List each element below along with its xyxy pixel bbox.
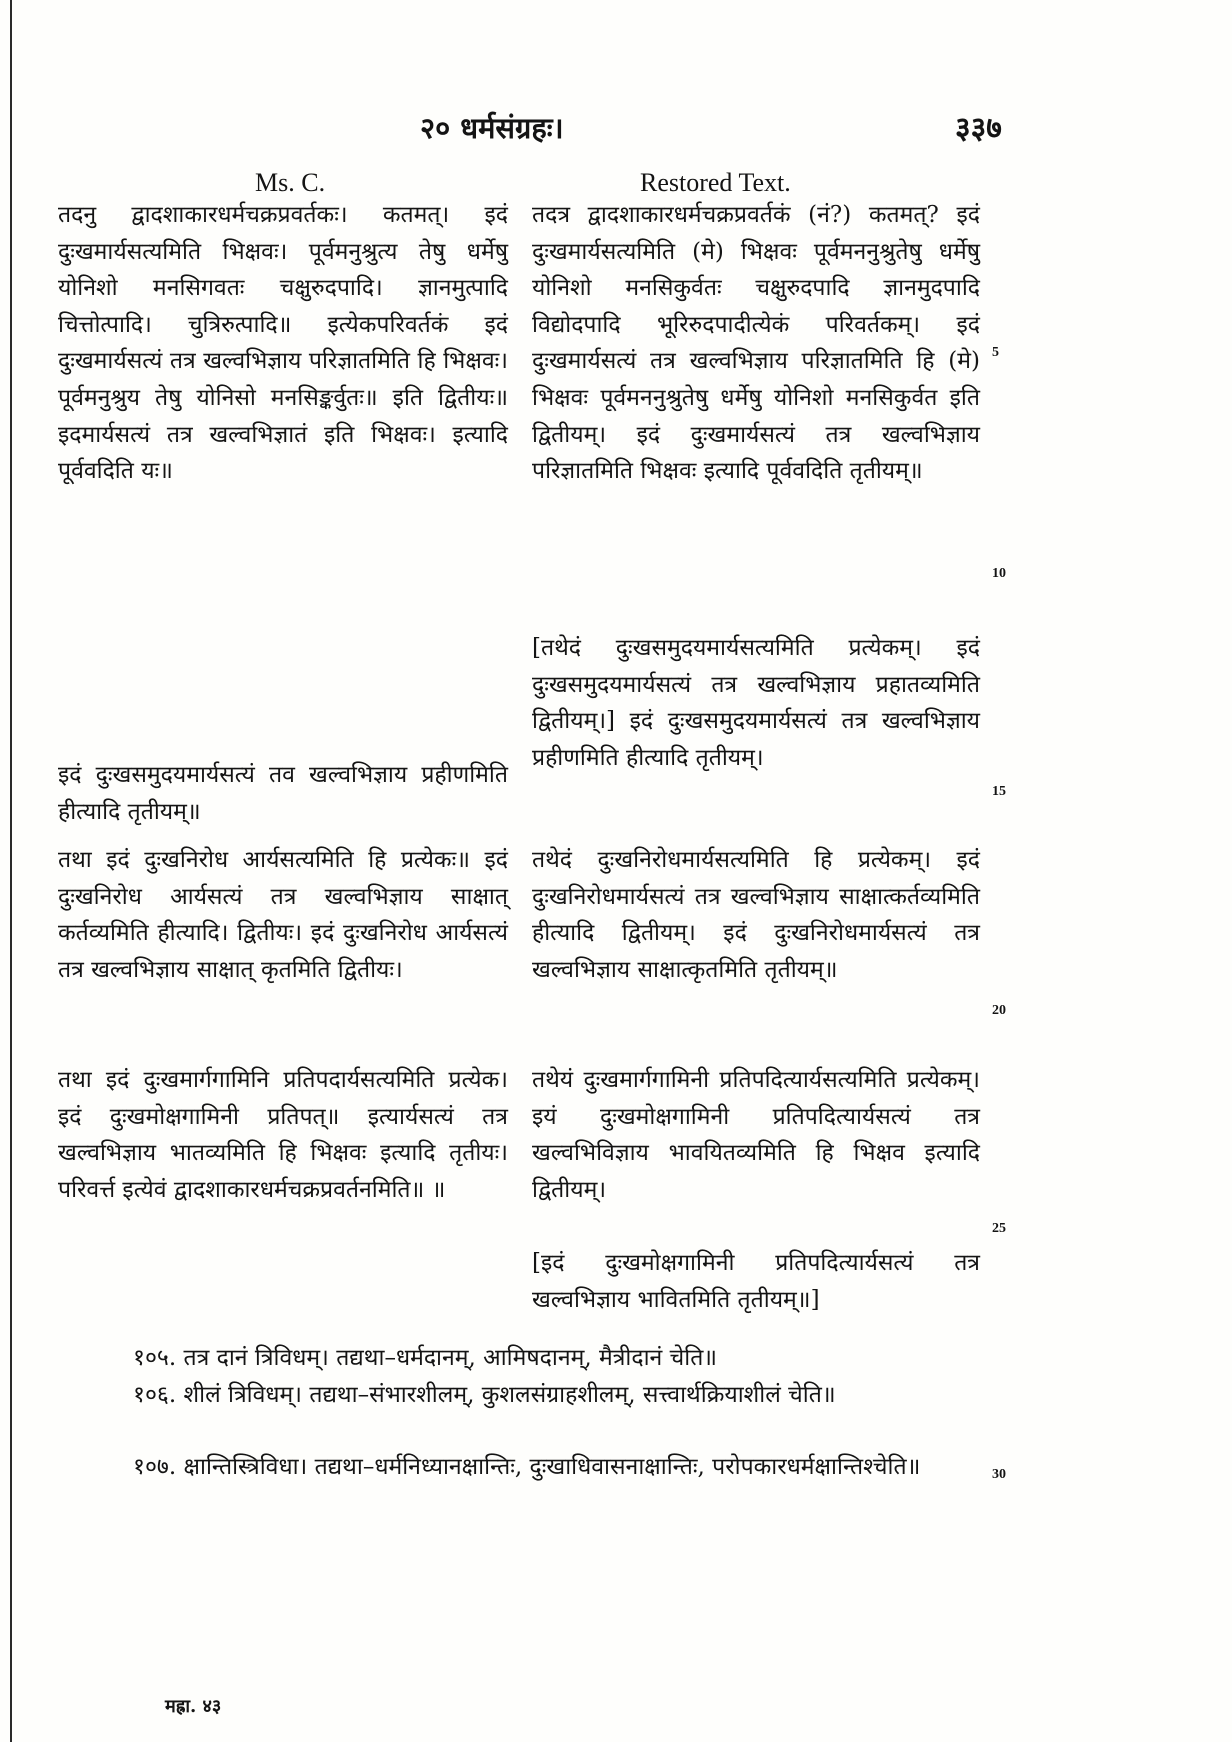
line-number: 10	[992, 566, 1006, 581]
ms-c-paragraph-2: इदं दुःखसमुदयमार्यसत्यं तव खल्वभिज्ञाय प्रहीणमिति हीत्यादि तृतीयम्॥	[58, 762, 508, 825]
restored-paragraph-2: [तथेदं दुःखसमुदयमार्यसत्यमिति प्रत्येकम्। इदं दुःखसमुदयमार्यसत्यं तत्र खल्वभिज्ञाय प्रहातव्यमिति द्वितीयम्।] इदं दुःखसमुदयमार्यसत्यं तत्र खल्वभिज्ञाय प्रहीणमिति हीत्यादि तृतीयम्।	[532, 635, 980, 771]
section-107: १०७. क्षान्तिस्त्रिविधा। तद्यथा–धर्मनिध्यानक्षान्तिः, दुःखाधिवासनाक्षान्तिः, परोपकारधर्मक्षान्तिश्चेति॥	[133, 1454, 921, 1480]
margin-rule	[10, 0, 12, 1742]
page-number: ३३७	[955, 111, 1002, 146]
line-number: 25	[992, 1221, 1006, 1236]
column-heading-restored: Restored Text.	[640, 168, 791, 197]
restored-paragraph-5: [इदं दुःखमोक्षगामिनी प्रतिपदित्यार्यसत्यं तत्र खल्वभिज्ञाय भावितमिति तृतीयम्॥]	[532, 1250, 980, 1313]
signature-mark: मह्रा. ४३	[165, 1696, 222, 1717]
line-number: 20	[992, 1003, 1006, 1018]
line-number: 30	[992, 1467, 1006, 1482]
ms-c-paragraph-3: तथा इदं दुःखनिरोध आर्यसत्यमिति हि प्रत्येकः॥ इदं दुःखनिरोध आर्यसत्यं तत्र खल्वभिज्ञाय साक्षात् कर्तव्यमिति हीत्यादि। द्वितीयः। इदं दुःखनिरोध आर्यसत्यं तत्र खल्वभिज्ञाय साक्षात् कृतमिति द्वितीयः।	[58, 847, 508, 983]
line-number: 15	[992, 784, 1006, 799]
line-number: 5	[992, 345, 999, 360]
column-heading-ms-c: Ms. C.	[255, 168, 326, 197]
restored-paragraph-3: तथेदं दुःखनिरोधमार्यसत्यमिति हि प्रत्येकम्। इदं दुःखनिरोधमार्यसत्यं तत्र खल्वभिज्ञाय साक्षात्कर्तव्यमिति हीत्यादि द्वितीयम्। इदं दुःखनिरोधमार्यसत्यं तत्र खल्वभिज्ञाय साक्षात्कृतमिति तृतीयम्॥	[532, 847, 980, 983]
section-106: १०६. शीलं त्रिविधम्। तद्यथा–संभारशीलम्, कुशलसंग्राहशीलम्, सत्त्वार्थक्रियाशीलं चेति॥	[133, 1382, 836, 1408]
page-header-title: २० धर्मसंग्रहः।	[420, 111, 564, 145]
section-105: १०५. तत्र दानं त्रिविधम्। तद्यथा–धर्मदानम्, आमिषदानम्, मैत्रीदानं चेति॥	[133, 1345, 718, 1371]
ms-c-paragraph-1: तदनु द्वादशाकारधर्मचक्रप्रवर्तकः। कतमत्। इदं दुःखमार्यसत्यमिति भिक्षवः। पूर्वमनुश्रुत्य तेषु धर्मेषु योनिशो मनसिगवतः चक्षुरुदपादि। ज्ञानमुत्पादि चित्तोत्पादि। चुत्रिरुत्पादि॥ इत्येकपरिवर्तकं इदं दुःखमार्यसत्यं तत्र खल्वभिज्ञाय परिज्ञातमिति हि भिक्षवः। पूर्वमनुश्रुय तेषु योनिसो मनसिङ्कर्वुतः॥ इति द्वितीयः॥ इदमार्यसत्यं तत्र खल्वभिज्ञातं इति भिक्षवः। इत्यादि पूर्ववदिति यः॥	[58, 202, 508, 485]
restored-paragraph-4: तथेयं दुःखमार्गगामिनी प्रतिपदित्यार्यसत्यमिति प्रत्येकम्। इयं दुःखमोक्षगामिनी प्रतिपदित्यार्यसत्यं तत्र खल्वभिविज्ञाय भावयितव्यमिति हि भिक्षव इत्यादि द्वितीयम्।	[532, 1067, 980, 1203]
restored-paragraph-1: तदत्र द्वादशाकारधर्मचक्रप्रवर्तकं (नं?) कतमत्? इदं दुःखमार्यसत्यमिति (मे) भिक्षवः पूर्वमननुश्रुतेषु धर्मेषु योनिशो मनसिकुर्वतः चक्षुरुदपादि ज्ञानमुदपादि विद्योदपादि भूरिरुदपादीत्येकं परिवर्तकम्। इदं दुःखमार्यसत्यं तत्र खल्वभिज्ञाय परिज्ञातमिति हि (मे) भिक्षवः पूर्वमननुश्रुतेषु धर्मेषु योनिशो मनसिकुर्वत इति द्वितीयम्। इदं दुःखमार्यसत्यं तत्र खल्वभिज्ञाय परिज्ञातमिति भिक्षवः इत्यादि पूर्ववदिति तृतीयम्॥	[532, 202, 980, 485]
ms-c-paragraph-4: तथा इदं दुःखमार्गगामिनि प्रतिपदार्यसत्यमिति प्रत्येक। इदं दुःखमोक्षगामिनी प्रतिपत्॥ इत्यार्यसत्यं तत्र खल्वभिज्ञाय भातव्यमिति हि भिक्षवः इत्यादि तृतीयः। परिवर्त्त इत्येवं द्वादशाकारधर्मचक्रप्रवर्तनमिति॥ ॥	[58, 1067, 508, 1203]
